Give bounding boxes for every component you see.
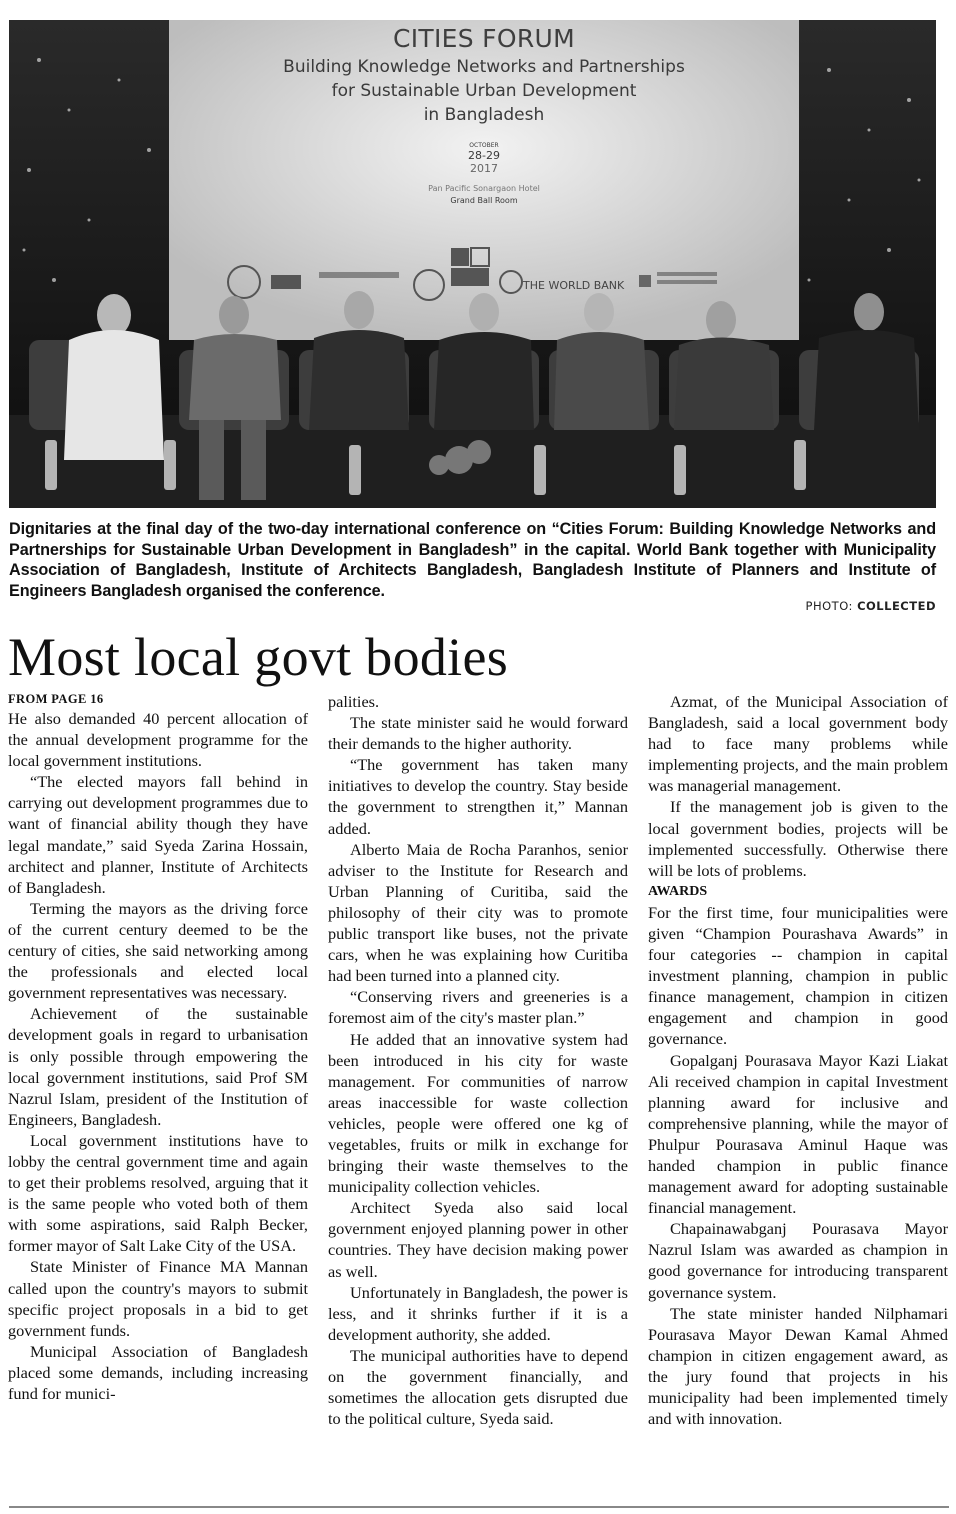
banner-subtitle-line1: Building Knowledge Networks and Partnerships — [283, 57, 685, 77]
awards-subheading: AWARDS — [648, 883, 708, 899]
paragraph: Municipal Association of Bangladesh placed some demands, including increasing fund for munici- — [8, 1341, 308, 1403]
paragraph: “Conserving rivers and greeneries is a foremost aim of the city's master plan.” — [328, 987, 628, 1028]
paragraph: For the first time, four municipalities were given “Champion Pourashava Awards” in four categories -- champion in capital investment planning, champion in public finance management, champion in citizen engagement and champion in good governance. — [648, 902, 948, 1049]
paragraph: Gopalganj Pourasava Mayor Kazi Liakat Ali received champion in capital Investment planning award for inclusive and comprehensive planning, while the mayor of Phulpur Pourasava Aminul Haque was handed champion in public finance management award for adopting sustainable financial management. — [648, 1050, 948, 1218]
banner-year: 2017 — [470, 162, 498, 175]
banner-room: Grand Ball Room — [450, 196, 518, 205]
banner-month: OCTOBER — [469, 142, 499, 149]
paragraph: He also demanded 40 percent allocation of the annual development programme for the local government institutions. — [8, 709, 308, 771]
conference-photo — [9, 20, 936, 508]
article-column-1 — [8, 691, 308, 1404]
paragraph: Unfortunately in Bangladesh, the power is less, and it shrinks further if it is a development authority, she added. — [328, 1282, 628, 1344]
paragraph: Terming the mayors as the driving force of the current century deemed to be the century of cities, she said networking among the professionals and elected local government representatives was necessary. — [8, 898, 308, 1003]
paragraph: He added that an innovative system had been introduced in his city for waste management. For communities of narrow areas inaccessible for waste collection vehicles, people were offered one kg of vegetables, fruits or milk in exchange for bringing their waste themselves to the municipality collection vehicles. — [328, 1029, 628, 1197]
photo-credit-value: COLLECTED — [857, 599, 936, 613]
paragraph: “The government has taken many initiatives to develop the country. Stay beside the government to strengthen it,” Mannan added. — [328, 755, 628, 838]
paragraph: The state minister handed Nilphamari Pourasava Mayor Dewan Kamal Ahmed champion in citizen engagement award, as the jury found that projects in his municipality had been implemented timely and with innovation. — [648, 1303, 948, 1429]
paragraph: Achievement of the sustainable development goals in regard to urbanisation is only possible through empowering the local government institutions, said Prof SM Nazrul Islam, president of the Institution of Engineers, Bangladesh. — [8, 1004, 308, 1129]
article-column-2 — [328, 691, 628, 1429]
paragraph: Local government institutions have to lobby the central government time and again to get their problems resolved, arguing that it is the same people who voted both of them with some aspirations, said Ralph Becker, former mayor of Salt Lake City of the USA. — [8, 1130, 308, 1256]
banner-days: 28-29 — [468, 149, 500, 162]
from-page-label: FROM PAGE 16 — [8, 692, 104, 706]
bottom-rule — [9, 1506, 949, 1508]
banner-subtitle-line2: for Sustainable Urban Development — [331, 81, 637, 101]
paragraph: If the management job is given to the local government bodies, projects will be implemented successfully. Otherwise there will be lots of problems. — [648, 797, 948, 880]
article-column-3 — [648, 691, 948, 1429]
paragraph: Azmat, of the Municipal Association of Bangladesh, said a local government body had to face many problems while implementing projects, and the main problem was managerial management. — [648, 692, 948, 796]
paragraph: “The elected mayors fall behind in carrying out development programmes due to want of financial ability though they have legal mandate,” said Syeda Zarina Hossain, architect and planner, Institute of Architects of Bangladesh. — [8, 772, 308, 897]
paragraph: Alberto Maia de Rocha Paranhos, senior adviser to the Institute for Research and Urban Planning of Curitiba, said the philosophy of their city was to promote public transport like buses, not the private cars, when he was explaining how Curitiba had been turned into a planned city. — [328, 839, 628, 986]
banner-venue: Pan Pacific Sonargaon Hotel — [428, 184, 540, 193]
photo-caption: Dignitaries at the final day of the two-day international conference on “Cities Forum: Building Knowledge Networks and Partnerships for Sustainable Urban Development in Bangladesh” in the capital. World Bank together with Municipality Association of Bangladesh, Institute of Architects Bangladesh, Bangladesh Institute of Planners and Institute of Engineers Bangladesh organised the conference. — [9, 520, 936, 600]
paragraph: Chapainawabganj Pourasava Mayor Nazrul Islam was awarded as champion in good governance for introducing transparent governance system. — [648, 1219, 948, 1302]
photo-credit — [806, 599, 936, 613]
banner-title: CITIES FORUM — [393, 24, 575, 53]
photo-credit-label: PHOTO: — [805, 599, 853, 613]
paragraph: The state minister said he would forward their demands to the higher authority. — [328, 713, 628, 754]
paragraph: State Minister of Finance MA Mannan called upon the country's mayors to submit specific project proposals in a bid to get government funds. — [8, 1257, 308, 1340]
article-headline: Most local govt bodies — [8, 627, 509, 687]
banner-sponsor: THE WORLD BANK — [523, 279, 625, 292]
banner-subtitle-line3: in Bangladesh — [423, 105, 545, 125]
paragraph: The municipal authorities have to depend on the government financially, and sometimes the allocation gets disrupted due to the political culture, Syeda said. — [328, 1345, 628, 1429]
paragraph: palities. — [328, 692, 380, 711]
paragraph: Architect Syeda also said local government enjoyed planning power in other countries. They have decision making power as well. — [328, 1198, 628, 1281]
